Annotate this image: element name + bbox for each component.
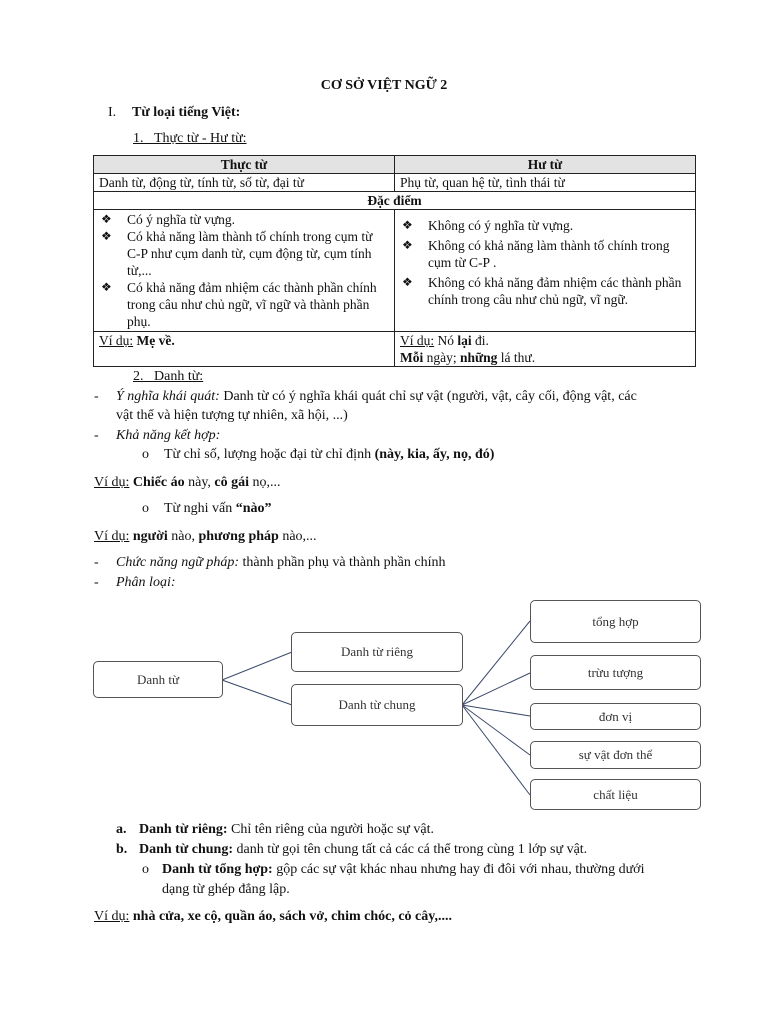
meaning-label: Ý nghĩa khái quát: — [116, 389, 220, 404]
connector-line — [462, 705, 530, 716]
diamond-bullet-icon: ❖ — [402, 218, 413, 232]
diagram-node-danh-tu-chung: Danh từ chung — [291, 684, 463, 726]
def-b1-line — [162, 861, 644, 879]
subsection-label: Danh từ: — [154, 369, 204, 384]
function-label: Chức năng ngữ pháp: — [116, 555, 239, 570]
example-text: lá thư. — [500, 350, 536, 365]
diagram-node-truu-tuong: trừu tượng — [530, 655, 701, 690]
section-number: I. — [108, 105, 117, 120]
def-b-number: b. — [116, 842, 128, 857]
connector-line — [462, 621, 530, 705]
def-b1-label: Danh từ tổng hợp: — [162, 862, 273, 877]
def-a-label: Danh từ riêng: — [139, 822, 228, 837]
table-header-hu-tu: Hư từ — [395, 156, 696, 174]
subsection-label: Thực từ - Hư từ: — [154, 131, 247, 146]
combine-item-bold: (này, kia, ấy, nọ, đó) — [374, 447, 495, 462]
diagram-node-tong-hop: tổng hợp — [530, 600, 701, 643]
diamond-bullet-icon: ❖ — [101, 212, 112, 226]
function-text: thành phần phụ và thành phần chính — [239, 555, 446, 570]
example-text: Mẹ về. — [136, 333, 175, 348]
example-label: Ví dụ: — [94, 909, 130, 924]
example-bold: lại — [457, 333, 472, 348]
diamond-bullet-icon: ❖ — [101, 229, 112, 243]
table-header-dac-diem: Đặc điểm — [94, 192, 696, 210]
table-cell-thuc-tu-list: Danh từ, động từ, tính từ, số từ, đại từ — [94, 174, 395, 192]
classify-label: Phân loại: — [116, 575, 176, 590]
example-label: Ví dụ: — [99, 333, 134, 348]
page-title: CƠ SỞ VIỆT NGỮ 2 — [320, 78, 448, 93]
feature-text: Có khả năng làm thành tố chính trong cụm từ C-P như cụm danh từ, cụm động từ, cụm tính từ,... — [127, 229, 373, 278]
combine-item-text: Từ nghi vấn — [164, 501, 236, 516]
combine-item-bold: “nào” — [235, 501, 272, 516]
feature-text: Không có ý nghĩa từ vựng. — [428, 218, 574, 233]
diamond-bullet-icon: ❖ — [402, 275, 413, 289]
diagram-node-danh-tu: Danh từ — [93, 661, 223, 698]
diagram-node-danh-tu-rieng: Danh từ riêng — [291, 632, 463, 672]
def-a-number: a. — [116, 822, 127, 837]
circle-bullet-icon: o — [142, 501, 149, 516]
example-text: nào,... — [278, 529, 317, 544]
example-label: Ví dụ: — [400, 333, 435, 348]
diagram-node-don-vi: đơn vị — [530, 703, 701, 730]
meaning-text: Danh từ có ý nghĩa khái quát chỉ sự vật (người, vật, cây cối, động vật, các — [219, 389, 637, 404]
def-b-text: danh từ gọi tên chung tất cả các cá thể trong cùng 1 lớp sự vật. — [232, 842, 588, 857]
dash-bullet: - — [94, 428, 99, 443]
dash-bullet: - — [94, 575, 99, 590]
def-b1-line-2: dạng từ ghép đẳng lập. — [162, 882, 290, 897]
table-cell-hu-tu-list: Phụ từ, quan hệ từ, tình thái từ — [395, 174, 696, 192]
example-text: này, — [184, 475, 215, 490]
example-bold: những — [460, 350, 498, 365]
subsection-number: 2. — [133, 369, 144, 384]
diagram-node-su-vat-don-the: sự vật đơn thể — [530, 741, 701, 769]
example-bold: phương pháp — [198, 529, 279, 544]
diamond-bullet-icon: ❖ — [402, 238, 413, 252]
example-label: Ví dụ: — [94, 529, 130, 544]
feature-text: Không có khả năng làm thành tố chính trong cụm từ C-P . — [428, 238, 670, 270]
example-text: nào, — [167, 529, 199, 544]
diagram-node-chat-lieu: chất liệu — [530, 779, 701, 810]
diamond-bullet-icon: ❖ — [101, 280, 112, 294]
circle-bullet-icon: o — [142, 862, 149, 877]
section-heading-1-label: Từ loại tiếng Việt: — [132, 105, 241, 120]
combine-label: Khả năng kết hợp: — [116, 428, 221, 443]
dash-bullet: - — [94, 555, 99, 570]
example-bold: Chiếc áo — [132, 475, 185, 490]
def-a-text: Chỉ tên riêng của người hoặc sự vật. — [227, 822, 434, 837]
example-text: đi. — [475, 333, 489, 348]
example-text: ngày; — [426, 350, 457, 365]
example-bold: cô gái — [214, 475, 250, 490]
connector-line — [462, 673, 530, 705]
dash-bullet: - — [94, 389, 99, 404]
connector-line — [222, 680, 292, 705]
connector-line — [222, 652, 292, 680]
example-text: nọ,... — [249, 475, 281, 490]
def-b-line — [139, 841, 587, 859]
def-b1-text: gộp các sự vật khác nhau nhưng hay đi đôi với nhau, thường dưới — [272, 862, 645, 877]
example-text: Nó — [437, 333, 455, 348]
example-bold: Mỗi — [400, 350, 424, 365]
feature-text: Có khả năng đảm nhiệm các thành phần chính trong câu như chủ ngữ, vĩ ngữ và thành phần phụ. — [127, 280, 377, 329]
example-line-3 — [94, 908, 452, 926]
feature-text: Không có khả năng đảm nhiệm các thành phần chính trong câu như chủ ngữ, vĩ ngữ. — [428, 275, 682, 307]
table-header-thuc-tu: Thực từ — [94, 156, 395, 174]
subsection-number: 1. — [133, 131, 144, 146]
example-bold: người — [132, 529, 168, 544]
connector-line — [462, 705, 530, 755]
example-bold: nhà cửa, xe cộ, quần áo, sách vở, chim chóc, cỏ cây,.... — [129, 909, 452, 924]
feature-text: Có ý nghĩa từ vựng. — [127, 212, 236, 227]
def-a-line — [139, 821, 434, 839]
circle-bullet-icon: o — [142, 447, 149, 462]
meaning-line-2: vật thể và hiện tượng tự nhiên, xã hội, ...) — [116, 408, 348, 423]
example-label: Ví dụ: — [94, 475, 130, 490]
combine-item-text: Từ chỉ số, lượng hoặc đại từ chỉ định — [164, 447, 375, 462]
connector-line — [462, 705, 530, 795]
def-b-label: Danh từ chung: — [139, 842, 233, 857]
